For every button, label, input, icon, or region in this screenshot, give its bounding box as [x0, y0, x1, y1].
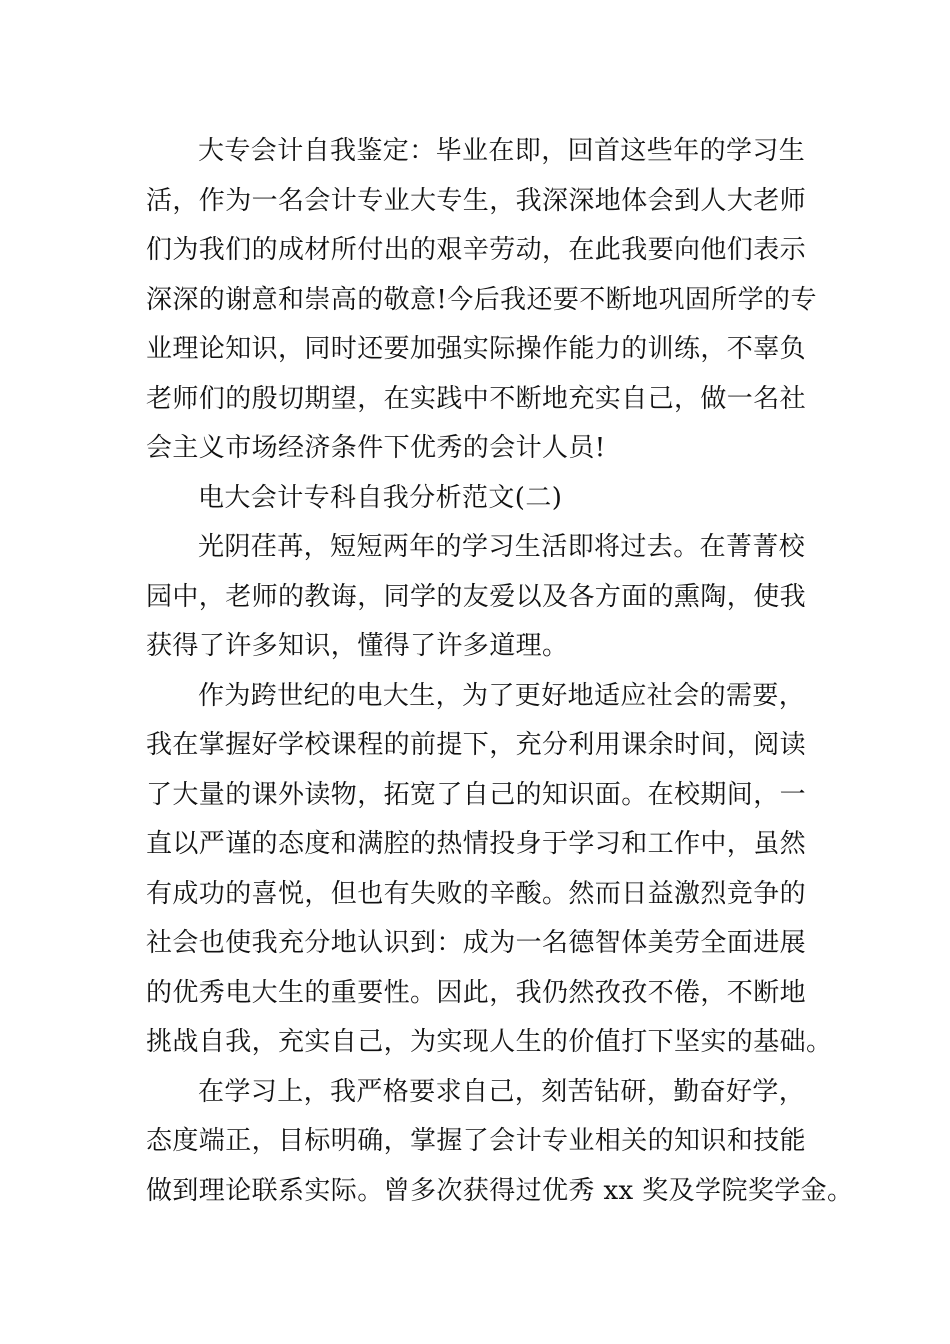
text-line: 业理论知识，同时还要加强实际操作能力的训练，不辜负 — [146, 334, 807, 364]
text-line: 做到理论联系实际。曾多次获得过优秀 xx 奖及学院奖学金。 — [146, 1175, 854, 1206]
text-line: 有成功的喜悦，但也有失败的辛酸。然而日益激烈竞争的 — [146, 878, 807, 909]
text-line: 的优秀电大生的重要性。因此，我仍然孜孜不倦，不断地 — [146, 977, 807, 1008]
text-line: 直以严谨的态度和满腔的热情投身于学习和工作中，虽然 — [146, 829, 807, 859]
text-line: 老师们的殷切期望，在实践中不断地充实自己，做一名社 — [146, 383, 807, 414]
text-line: 们为我们的成材所付出的艰辛劳动，在此我要向他们表示 — [146, 235, 807, 265]
text-line: 园中，老师的教诲，同学的友爱以及各方面的熏陶，使我 — [146, 581, 807, 612]
text-line: 获得了许多知识，懂得了许多道理。 — [146, 631, 569, 661]
text-line: 态度端正，目标明确，掌握了会计专业相关的知识和技能 — [146, 1126, 807, 1156]
text-line: 会主义市场经济条件下优秀的会计人员! — [146, 433, 606, 463]
text-line: 挑战自我，充实自己，为实现人生的价值打下坚实的基础。 — [146, 1027, 833, 1057]
text-line: 深深的谢意和崇高的敬意!今后我还要不断地巩固所学的专 — [146, 284, 817, 315]
text-line: 作为跨世纪的电大生，为了更好地适应社会的需要， — [198, 680, 806, 711]
text-line: 光阴荏苒，短短两年的学习生活即将过去。在菁菁校 — [198, 532, 806, 562]
text-line: 我在掌握好学校课程的前提下，充分利用课余时间，阅读 — [146, 730, 807, 760]
section-heading: 电大会计专科自我分析范文(二) — [198, 482, 563, 513]
text-line: 大专会计自我鉴定：毕业在即，回首这些年的学习生 — [198, 136, 806, 166]
text-line: 社会也使我充分地认识到：成为一名德智体美劳全面进展 — [146, 928, 807, 958]
text-line: 在学习上，我严格要求自己，刻苦钻研，勤奋好学， — [198, 1076, 806, 1107]
text-line: 活，作为一名会计专业大专生，我深深地体会到人大老师 — [146, 185, 807, 216]
document-body — [146, 127, 854, 1216]
text-line: 了大量的课外读物，拓宽了自己的知识面。在校期间，一 — [146, 779, 807, 810]
